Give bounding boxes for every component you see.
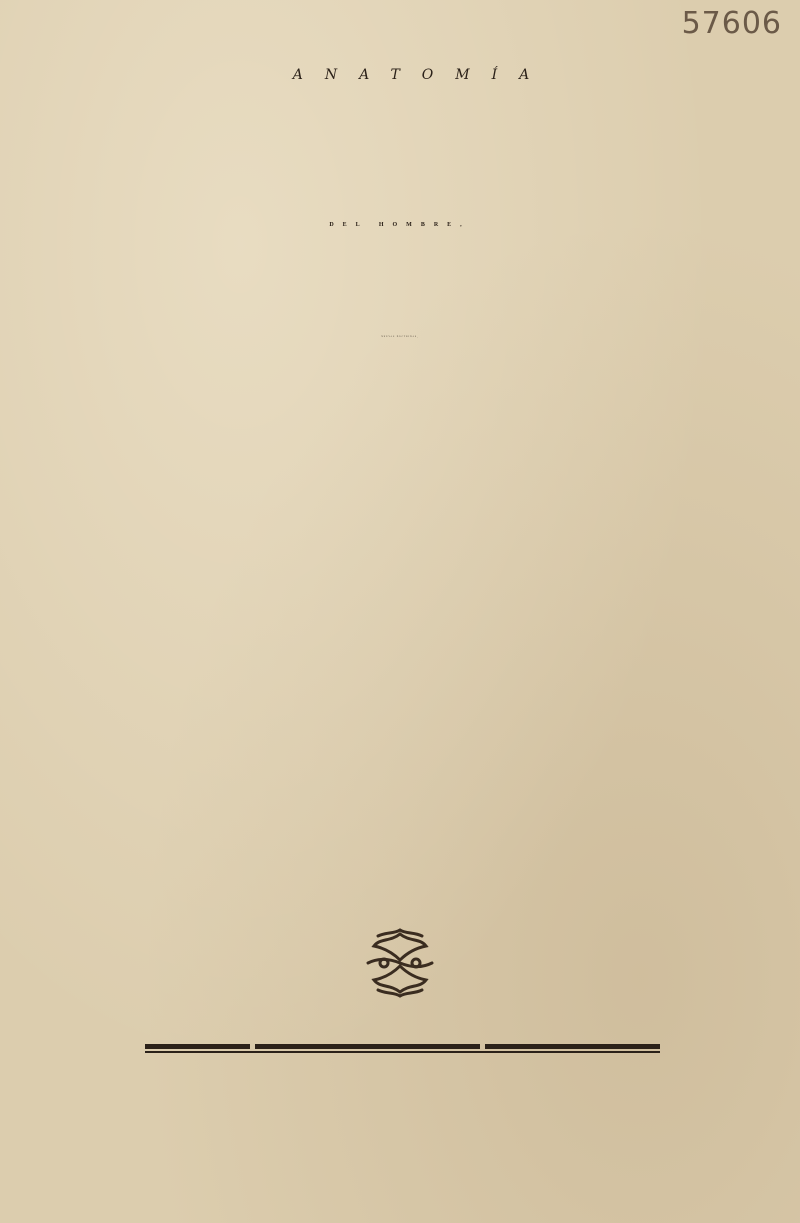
- double-rule-divider: [145, 1044, 660, 1053]
- shelfmark: 57606: [681, 6, 782, 41]
- title-anatomia: ANATOMÍA: [292, 67, 552, 83]
- subtitle-doctrinas: NUEVAS DOCTRINAS,: [381, 336, 419, 338]
- title-del-hombre: DEL HOMBRE,: [329, 222, 471, 228]
- floral-ornament-icon: [350, 928, 450, 998]
